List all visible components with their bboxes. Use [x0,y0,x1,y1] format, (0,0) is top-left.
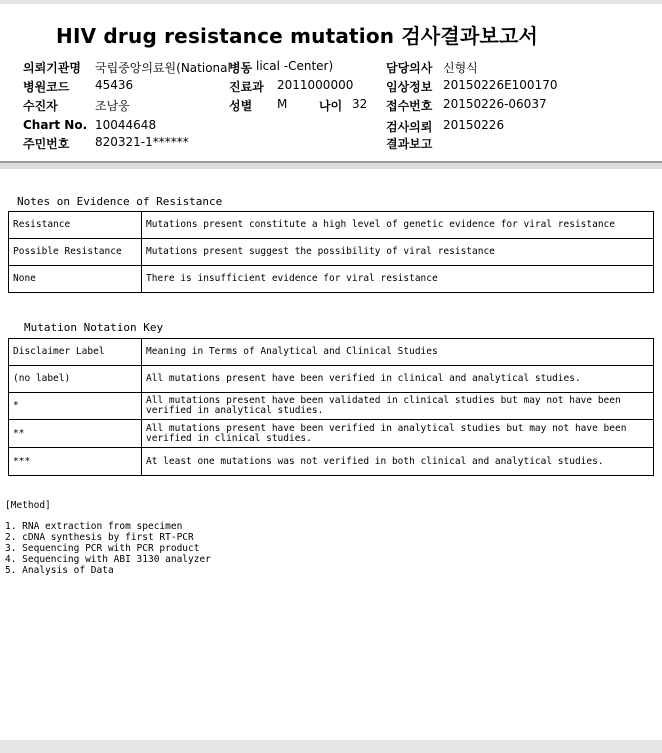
hospital-code-value: 45436 [95,78,134,92]
institution-label: 의뢰기관명 [23,61,81,75]
report-title: HIV drug resistance mutation 검사결과보고서 [56,24,539,48]
evidence-row-label: Possible Resistance [9,239,142,266]
notation-row [9,448,654,476]
patient-label: 수진자 [23,99,58,113]
notation-table [8,338,654,476]
notation-row [9,339,654,366]
request-value: 20150226 [443,118,505,132]
notation-row [9,393,654,420]
header-divider-band [0,163,662,169]
method-step: 5. Analysis of Data [5,565,114,576]
notation-row-text: At least one mutations was not verified in both clinical and analytical studies. [142,448,654,476]
notation-section-title: Mutation Notation Key [24,321,164,334]
method-list [5,521,211,576]
receipt-value: 20150226-06037 [443,97,547,111]
receipt-label: 접수번호 [386,99,433,113]
method-step: 3. Sequencing PCR with PCR product [5,543,200,554]
evidence-row [9,212,654,239]
notation-row [9,366,654,393]
notation-row [9,420,654,448]
department-label: 진료과 [229,80,264,94]
age-label: 나이 [319,99,343,113]
evidence-row-text: There is insufficient evidence for viral resistance [142,266,654,293]
clinical-info-label: 임상정보 [386,80,433,94]
notation-row-label: Disclaimer Label [9,339,142,366]
notation-row-label: (no label) [9,366,142,393]
top-band [0,0,662,4]
patient-value: 조남웅 [95,99,130,113]
notation-row-text: All mutations present have been verified in analytical studies but may not have been verified in clinical studies. [142,420,654,448]
resident-number-value: 820321-1****** [95,135,189,149]
bottom-band [0,740,662,753]
evidence-table [8,211,654,293]
chart-number-label: Chart No. [23,118,88,132]
institution-value: 국립중앙의료원(National [95,61,231,75]
method-step: 4. Sequencing with ABI 3130 analyzer [5,554,211,565]
chart-number-value: 10044648 [95,118,157,132]
notation-row-text: Meaning in Terms of Analytical and Clinical Studies [142,339,654,366]
evidence-row-text: Mutations present constitute a high level of genetic evidence for viral resistance [142,212,654,239]
notation-row-text: All mutations present have been validated in clinical studies but may not have been verified in analytical studies. [142,393,654,420]
notation-row-label: *** [9,448,142,476]
method-step: 2. cDNA synthesis by first RT-PCR [5,532,194,543]
doctor-label: 담당의사 [386,61,433,75]
notation-row-text: All mutations present have been verified in clinical and analytical studies. [142,366,654,393]
notation-row-label: * [9,393,142,420]
age-value: 32 [352,97,368,111]
ward-label: 병동 [229,61,253,75]
evidence-row-label: Resistance [9,212,142,239]
result-report-label: 결과보고 [386,137,433,151]
evidence-row [9,239,654,266]
department-value: 2011000000 [277,78,354,92]
hospital-code-label: 병원코드 [23,80,70,94]
sex-value: M [277,97,288,111]
evidence-row-label: None [9,266,142,293]
notation-row-label: ** [9,420,142,448]
clinical-info-value: 20150226E100170 [443,78,558,92]
sex-label: 성별 [229,99,253,113]
evidence-row-text: Mutations present suggest the possibility of viral resistance [142,239,654,266]
resident-number-label: 주민번호 [23,137,70,151]
evidence-section-title: Notes on Evidence of Resistance [17,195,223,208]
request-label: 검사의뢰 [386,120,433,134]
doctor-value: 신형식 [443,61,478,75]
method-title: [Method] [5,500,51,511]
ward-value: lical -Center) [256,59,334,73]
evidence-row [9,266,654,293]
method-step: 1. RNA extraction from specimen [5,521,183,532]
